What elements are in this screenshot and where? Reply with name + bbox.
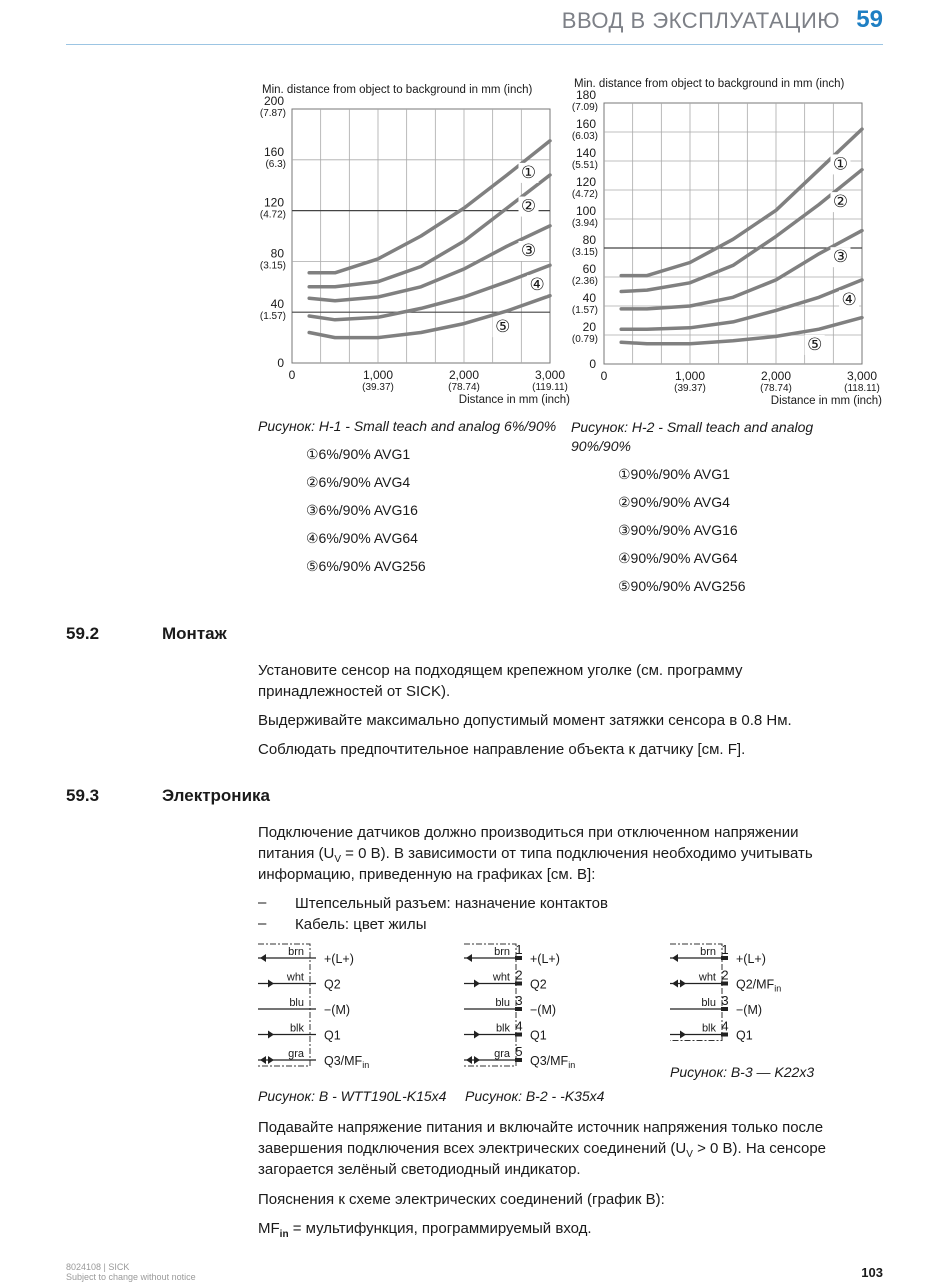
y-tick-label: 80 [270,246,284,261]
x-axis-title: Distance in mm (inch) [770,395,882,407]
x-axis-title: Distance in mm (inch) [458,394,570,406]
signal-label: $Q3/MF_{in}$ [324,1054,370,1070]
footer-page-number: 103 [861,1265,883,1280]
wire-color-label: blu [495,997,510,1009]
x-tick-sublabel: (39.37) [362,382,394,393]
section-title-electronics: Электроника [162,786,270,805]
pin-number: 4 [721,1018,729,1034]
electronics-intro-line1: Подключение датчиков должно производиться при отключенном напряжении [258,824,799,841]
series-line-5 [621,318,862,344]
header-page-number: 59 [856,6,883,33]
y-tick-sublabel: (7.09) [571,102,598,113]
signal-label: $Q3/MF_{in}$ [530,1054,576,1070]
wire-color-label: brn [288,946,304,958]
pin-number: 1 [721,942,729,957]
section-number-59-2: 59.2 [66,624,100,643]
h2-legend-5: ⑤90%/90% AVG256 [618,578,746,594]
wire-color-label: blu [701,997,716,1009]
y-tick-label: 40 [270,297,284,312]
signal-label: +(L+) [736,952,766,966]
section-number-59-3: 59.3 [66,786,100,805]
arrow-icon [680,1031,686,1039]
y-tick-label: 60 [582,262,596,276]
mounting-para-2: Выдерживайте максимально допустимый момент затяжки сенсора в 0.8 Нм. [258,712,792,729]
y-axis-title: Min. distance from object to background in mm (inch) [574,78,845,90]
figure-h2-caption-line2: 90%/90% [571,438,631,454]
figure-b3-caption: Рисунок: B-3 — K22x3 [670,1064,815,1080]
x-tick-label: 2,000 [760,369,792,383]
diagram-explanation: Пояснения к схеме электрических соединений (график B): [258,1191,665,1208]
pin-number: 2 [515,967,523,983]
y-tick-label: 140 [575,146,596,160]
h1-legend-1: ①6%/90% AVG1 [306,446,411,462]
series-label-5: ⑤ [495,317,511,337]
h2-legend-2: ②90%/90% AVG4 [618,494,730,510]
pin-number: 1 [515,942,523,957]
wire-color-label: brn [494,946,510,958]
x-tick-label: 2,000 [448,368,480,382]
wire-color-label: gra [288,1048,304,1060]
series-label-1: ① [520,162,537,182]
pin-number: 5 [515,1044,523,1059]
electronics-intro-line3: информацию, приведенную на графиках [см. B]: [258,866,596,883]
bullet-connector: Штепсельный разъем: назначение контактов [295,895,608,912]
arrow-icon [672,954,678,962]
y-tick-label: 40 [582,291,596,305]
wire-color-label: wht [286,971,304,984]
wire-color-label: brn [700,946,716,958]
signal-label: Q2 [324,977,341,992]
chart-h2 [572,78,882,407]
y-tick-sublabel: (1.57) [571,305,598,316]
y-tick-sublabel: (3.94) [571,218,598,229]
y-tick-label: 120 [575,175,596,189]
wiring-diagrams [0,940,950,1080]
x-tick-sublabel: (118.11) [844,383,880,394]
mf-definition: $MF_{in}$ = мультифункция, программируемый вход. [258,1220,592,1240]
signal-label: Q1 [736,1028,753,1043]
bullet-mark: – [258,894,267,911]
wire-color-label: blu [289,997,304,1009]
h1-legend-2: ②6%/90% AVG4 [306,474,411,490]
wire-color-label: gra [494,1048,510,1060]
arrow-icon [466,954,472,962]
signal-label: −(M) [324,1003,351,1017]
h1-legend-4: ④6%/90% AVG64 [306,530,418,546]
y-axis-title: Min. distance from object to background in mm (inch) [262,84,533,96]
pin-number: 2 [721,967,729,983]
footer-notice: Subject to change without notice [66,1272,196,1282]
arrow-icon [268,980,274,988]
wire-color-label: blk [289,1022,304,1035]
signal-label: −(M) [736,1003,763,1017]
figure-b2-caption: Рисунок: B-2 - -K35x4 [465,1088,605,1104]
figure-h1-caption: Рисунок: H-1 - Small teach and analog 6%/90% [258,418,557,434]
bullet-mark: – [258,915,267,932]
y-tick-label: 20 [582,320,596,334]
x-tick-label: 0 [288,368,296,382]
pin-number: 3 [515,993,523,1008]
series-label-3: ③ [832,247,849,267]
x-tick-label: 3,000 [846,369,878,383]
series-line-5 [309,296,550,338]
power-para-line2: завершения подключения всех электрических соединений ($U_V > 0$ В). На сенсоре [258,1140,827,1160]
x-tick-label: 3,000 [534,368,566,382]
power-para-line1: Подавайте напряжение питания и включайте источник напряжения только после [258,1119,824,1136]
signal-label: Q2 [530,977,547,992]
x-tick-sublabel: (78.74) [760,383,792,394]
h2-legend-1: ①90%/90% AVG1 [618,466,730,482]
chart-h1 [260,84,570,406]
wire-color-label: wht [492,971,510,984]
x-tick-sublabel: (39.37) [674,383,706,394]
signal-label: Q1 [530,1028,547,1043]
series-line-3 [621,231,862,309]
h1-legend-3: ③6%/90% AVG16 [306,502,418,518]
figure-b-caption: Рисунок: B - WTT190L-K15x4 [258,1088,447,1104]
y-tick-sublabel: (3.15) [259,260,286,272]
series-label-1: ① [832,154,849,174]
y-tick-label: 200 [263,94,284,108]
series-label-4: ④ [841,290,857,310]
y-tick-sublabel: (0.79) [571,334,598,345]
header-title: ВВОД В ЭКСПЛУАТАЦИЮ [561,8,840,33]
y-tick-label: 180 [575,88,596,102]
wiring-diagram-b3 [670,942,781,1043]
pin-number: 3 [721,993,729,1008]
signal-label: $Q2/MF_{in}$ [736,977,782,994]
y-tick-sublabel: (3.15) [571,247,598,258]
arrow-icon [260,954,266,962]
wiring-diagram-b [258,944,369,1070]
pin-number: 4 [515,1018,523,1034]
y-tick-label: 120 [263,195,284,210]
series-label-2: ② [832,192,849,212]
signal-label: +(L+) [324,952,354,966]
h2-legend-4: ④90%/90% AVG64 [618,550,738,566]
wiring-diagram-b2 [464,942,575,1070]
electronics-intro-line2: питания ($U_V = 0$ В). В зависимости от типа подключения необходимо учитывать [258,845,813,865]
x-tick-sublabel: (78.74) [448,382,480,393]
bullet-cable: Кабель: цвет жилы [295,916,427,933]
y-tick-label: 0 [277,356,284,370]
signal-label: Q1 [324,1028,341,1043]
power-para-line3: загорается зелёный светодиодный индикатор. [258,1161,581,1178]
y-tick-sublabel: (1.57) [259,311,286,323]
series-line-1 [621,129,862,276]
series-label-4: ④ [529,275,545,295]
x-tick-label: 1,000 [362,368,394,382]
plot-frame [604,103,862,364]
y-tick-sublabel: (4.72) [571,189,598,200]
x-tick-label: 0 [600,369,608,383]
section-title-mounting: Монтаж [162,624,227,643]
footer-doc-number: 8024108 | SICK [66,1262,130,1272]
arrow-icon [268,1031,274,1039]
mounting-para-1a: Установите сенсор на подходящем крепежном уголке (см. программу [258,662,743,679]
series-label-5: ⑤ [807,334,823,354]
y-tick-label: 100 [575,204,596,218]
y-tick-sublabel: (4.72) [259,209,286,221]
y-tick-sublabel: (6.3) [265,158,286,170]
series-label-2: ② [520,196,537,216]
mounting-para-1b: принадлежностей от SICK). [258,683,451,700]
x-tick-label: 1,000 [674,369,706,383]
signal-label: +(L+) [530,952,560,966]
y-tick-label: 80 [582,233,596,247]
h1-legend-5: ⑤6%/90% AVG256 [306,558,426,574]
wire-color-label: blk [495,1022,510,1035]
figure-h2-caption-line1: Рисунок: H-2 - Small teach and analog [571,419,814,435]
signal-label: −(M) [530,1003,557,1017]
arrow-icon [474,980,480,988]
y-tick-label: 160 [575,117,596,131]
y-tick-label: 160 [263,144,284,159]
charts-area [0,0,950,420]
series-label-3: ③ [520,241,537,260]
y-tick-sublabel: (5.51) [571,160,598,171]
y-tick-sublabel: (2.36) [571,276,598,287]
footer-doc-info [66,1262,196,1282]
arrow-icon [474,1031,480,1039]
wire-color-label: wht [698,971,716,984]
wire-color-label: blk [701,1022,716,1035]
h2-legend-3: ③90%/90% AVG16 [618,522,738,538]
y-tick-sublabel: (6.03) [571,131,598,142]
y-tick-sublabel: (7.87) [259,108,286,119]
series-line-1 [309,141,550,273]
y-tick-label: 0 [589,357,596,371]
x-tick-sublabel: (119.11) [532,382,568,393]
mounting-para-3: Соблюдать предпочтительное направление объекта к датчику [см. F]. [258,741,746,758]
